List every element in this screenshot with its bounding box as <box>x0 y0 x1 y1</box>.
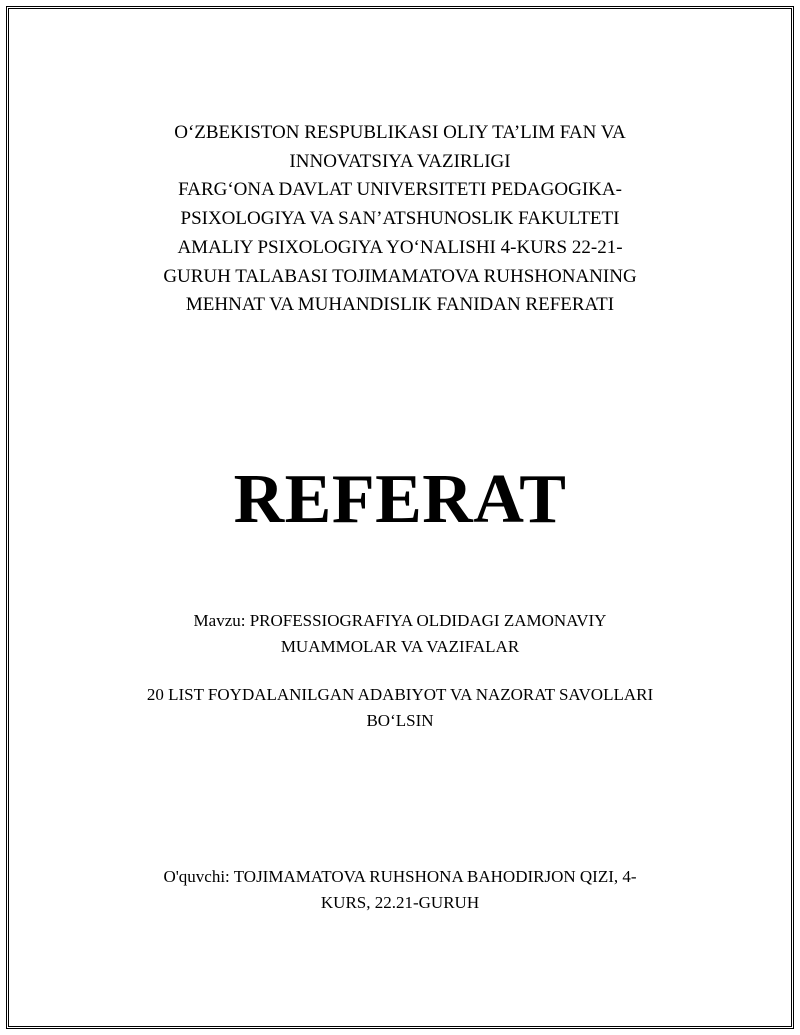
topic-block <box>0 608 800 660</box>
header-line: O‘ZBEKISTON RESPUBLIKASI OLIY TA’LIM FAN VA <box>174 122 626 143</box>
student-block <box>0 864 800 916</box>
header-line: GURUH TALABASI TOJIMAMATOVA RUHSHONANING <box>163 265 637 287</box>
header-line: FARG‘ONA DAVLAT UNIVERSITETI PEDAGOGIKA- <box>178 179 622 201</box>
topic-line: Mavzu: PROFESSIOGRAFIYA OLDIDAGI ZAMONAVIY <box>193 611 607 630</box>
header-line: MEHNAT VA MUHANDISLIK FANIDAN REFERATI <box>185 294 615 316</box>
header-line: INNOVATSIYA VAZIRLIGI <box>289 150 511 172</box>
requirement-line: 20 LIST FOYDALANILGAN ADABIYOT VA NAZORAT SAVOLLARI <box>146 685 654 704</box>
header-line: AMALIY PSIXOLOGIYA YO‘NALISHI 4-KURS 22-21- <box>177 236 623 258</box>
institution-header <box>0 119 800 320</box>
document-title: REFERAT <box>233 461 567 538</box>
requirement-line: BO‘LSIN <box>366 711 434 730</box>
header-line: PSIXOLOGIYA VA SAN’ATSHUNOSLIK FAKULTETI <box>180 208 620 230</box>
student-line: O'quvchi: TOJIMAMATOVA RUHSHONA BAHODIRJON QIZI, 4- <box>163 867 637 886</box>
topic-line: MUAMMOLAR VA VAZIFALAR <box>280 637 520 656</box>
requirement-block <box>0 682 800 734</box>
student-line: KURS, 22.21-GURUH <box>320 893 480 912</box>
